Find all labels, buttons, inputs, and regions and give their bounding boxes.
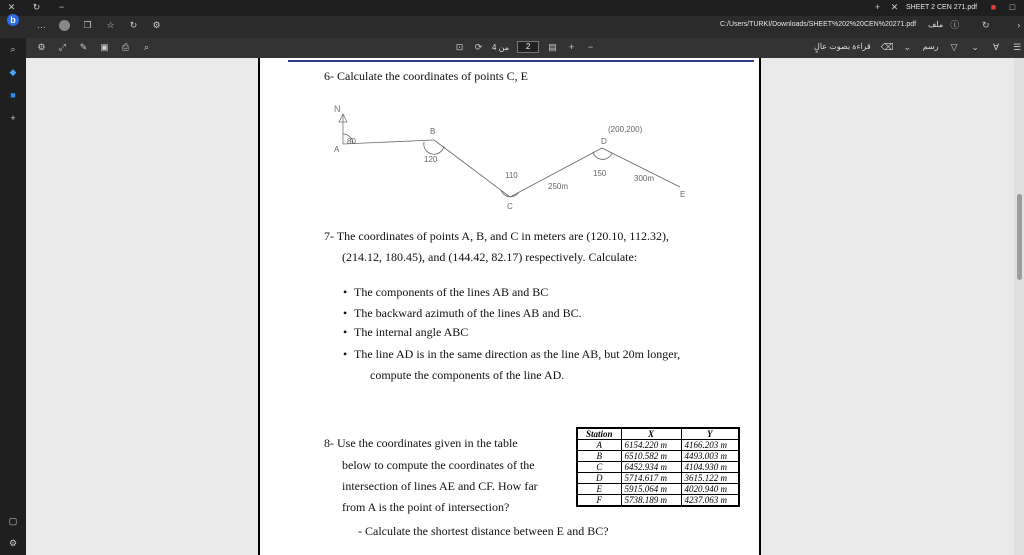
url-text[interactable]: C:/Users/TURKI/Downloads/SHEET%202%20CEN%20271.pdf	[720, 21, 917, 28]
question-7-line-1: 7- The coordinates of points A, B, and C in meters are (120.10, 112.32),	[324, 229, 669, 243]
station-cell: F	[577, 495, 621, 507]
tab-actions-icon[interactable]: ❐	[83, 20, 92, 30]
table-row	[577, 473, 739, 484]
reload-icon[interactable]: ↻	[129, 20, 138, 30]
table-row	[577, 462, 739, 473]
station-cell: E	[577, 484, 621, 495]
question-8-line-4: from A is the point of intersection?	[342, 500, 510, 514]
zoom-out-icon[interactable]: −	[587, 41, 594, 52]
label-a: A	[334, 145, 340, 154]
line-bc	[434, 140, 510, 197]
angle-arc-d	[593, 152, 612, 159]
station-cell: A	[577, 440, 621, 451]
y-cell: 4166.203 m	[681, 440, 739, 451]
question-8-sub: - Calculate the shortest distance between E and BC?	[358, 524, 609, 538]
search-icon[interactable]: ⌕	[10, 44, 16, 54]
label-e: E	[680, 190, 686, 199]
question-8-line-2: below to compute the coordinates of the	[342, 458, 535, 472]
traverse-diagram	[320, 102, 700, 212]
q7-bullet-1: • The components of the lines AB and BC	[354, 285, 548, 300]
sidebar-toggle-icon[interactable]: ▢	[8, 516, 18, 526]
address-bar	[0, 16, 1024, 38]
label-c: C	[507, 202, 513, 211]
erase-icon[interactable]: ⌫	[880, 42, 894, 52]
settings-tool-icon[interactable]: ⚙	[37, 42, 46, 52]
y-cell: 4104.930 m	[681, 462, 739, 473]
copilot-icon[interactable]: ◆	[9, 67, 17, 77]
profile-avatar-icon[interactable]	[59, 20, 70, 31]
title-bar	[0, 0, 1024, 16]
bing-icon[interactable]: b	[7, 14, 19, 26]
tab-close-icon[interactable]: ✕	[890, 2, 899, 12]
page-view-icon[interactable]: ▤	[548, 41, 557, 52]
find-icon[interactable]: ⌕	[143, 42, 150, 52]
label-angle-b: 120	[424, 155, 438, 164]
chevron-down-icon-2[interactable]: ⌄	[971, 42, 979, 52]
table-row	[577, 440, 739, 451]
text-highlight-icon[interactable]: ∀	[993, 42, 1000, 52]
y-cell: 4020.940 m	[681, 484, 739, 495]
table-row	[577, 451, 739, 462]
forward-icon[interactable]: ›	[1017, 20, 1021, 30]
contents-icon[interactable]: ☰	[1013, 42, 1022, 52]
label-coord-d: (200,200)	[608, 125, 643, 134]
label-dist-de: 300m	[634, 174, 655, 183]
x-cell: 6452.934 m	[621, 462, 681, 473]
q7-bullet-3: • The internal angle ABC	[354, 325, 468, 340]
fit-page-icon[interactable]: ⊡	[455, 41, 464, 52]
station-cell: B	[577, 451, 621, 462]
draw-icon[interactable]: ▽	[950, 42, 958, 52]
save-icon[interactable]: ▣	[100, 42, 109, 52]
header-x: X	[621, 428, 681, 440]
rotate-icon[interactable]: ⟳	[474, 41, 483, 52]
y-cell: 3615.122 m	[681, 473, 739, 484]
y-cell: 4237.063 m	[681, 495, 739, 507]
page-number-input[interactable]: 2	[517, 41, 539, 53]
station-cell: C	[577, 462, 621, 473]
table-row	[577, 495, 739, 507]
close-window-icon[interactable]: ✕	[7, 2, 16, 12]
pdf-page	[258, 58, 761, 555]
read-aloud-button[interactable]: قراءة بصوت عالٍ	[814, 42, 871, 51]
header-station: Station	[577, 428, 621, 440]
browser-tab[interactable]	[872, 2, 977, 13]
label-angle-a: 80	[347, 137, 356, 146]
x-cell: 5915.064 m	[621, 484, 681, 495]
label-dist-cd: 250m	[548, 182, 569, 191]
new-tab-icon[interactable]: +	[874, 2, 881, 12]
header-rule	[288, 60, 754, 62]
zoom-in-icon[interactable]: +	[568, 41, 575, 52]
label-b: B	[430, 127, 436, 136]
north-label: N	[334, 104, 341, 114]
label-d: D	[601, 137, 607, 146]
left-sidebar	[0, 15, 26, 555]
q7-bullet-2: • The backward azimuth of the lines AB and BC.	[354, 306, 582, 321]
header-y: Y	[681, 428, 739, 440]
url-label: ملف	[928, 20, 944, 29]
more-icon[interactable]: …	[37, 20, 46, 30]
station-cell: D	[577, 473, 621, 484]
table-header-row	[577, 428, 739, 440]
page-count-label: من 4	[492, 42, 510, 52]
question-7-line-2: (214.12, 180.45), and (144.42, 82.17) respectively. Calculate:	[342, 250, 638, 264]
tab-title: SHEET 2 CEN 271.pdf	[906, 4, 978, 11]
pdf-icon: ■	[990, 2, 997, 12]
highlight-icon[interactable]: ✎	[79, 42, 88, 52]
x-cell: 6510.582 m	[621, 451, 681, 462]
draw-button[interactable]: رسم	[922, 42, 939, 51]
q7-bullet-4: • The line AD is in the same direction as the line AB, but 20m longer,	[354, 347, 680, 362]
question-6: 6- Calculate the coordinates of points C, E	[324, 69, 528, 83]
x-cell: 5714.617 m	[621, 473, 681, 484]
y-cell: 4493.003 m	[681, 451, 739, 462]
coordinates-table	[576, 427, 740, 507]
favorites-icon[interactable]: ☆	[106, 20, 115, 30]
minimize-icon[interactable]: −	[58, 2, 65, 12]
label-angle-c: 110	[505, 171, 518, 180]
print-icon[interactable]: ⎙	[121, 42, 130, 52]
add-app-icon[interactable]: +	[10, 113, 16, 123]
scrollbar-thumb[interactable]	[1017, 194, 1022, 280]
angle-arc-b	[424, 142, 444, 154]
refresh-icon[interactable]: ↻	[32, 2, 41, 12]
table-row	[577, 484, 739, 495]
outlook-icon[interactable]: ■	[10, 90, 16, 100]
chevron-down-icon[interactable]: ⌄	[903, 42, 911, 52]
line-ab	[343, 140, 434, 144]
expand-icon[interactable]: ⤢	[58, 42, 67, 52]
settings-icon[interactable]: ⚙	[8, 538, 18, 548]
x-cell: 6154.220 m	[621, 440, 681, 451]
x-cell: 5738.189 m	[621, 495, 681, 507]
question-8-line-3: intersection of lines AE and CF. How far	[342, 479, 538, 493]
vertical-scrollbar[interactable]	[1014, 58, 1024, 555]
question-8-line-1: 8- Use the coordinates given in the table	[324, 436, 518, 450]
restore-window-icon[interactable]: □	[1009, 2, 1016, 12]
q7-bullet-4-continued: compute the components of the line AD.	[370, 368, 565, 382]
info-icon[interactable]: ⓘ	[950, 20, 960, 30]
extensions-icon[interactable]: ⚙	[152, 20, 161, 30]
pdf-toolbar	[26, 38, 1024, 58]
label-angle-d: 150	[593, 169, 607, 178]
refresh-page-icon[interactable]: ↻	[981, 20, 990, 30]
